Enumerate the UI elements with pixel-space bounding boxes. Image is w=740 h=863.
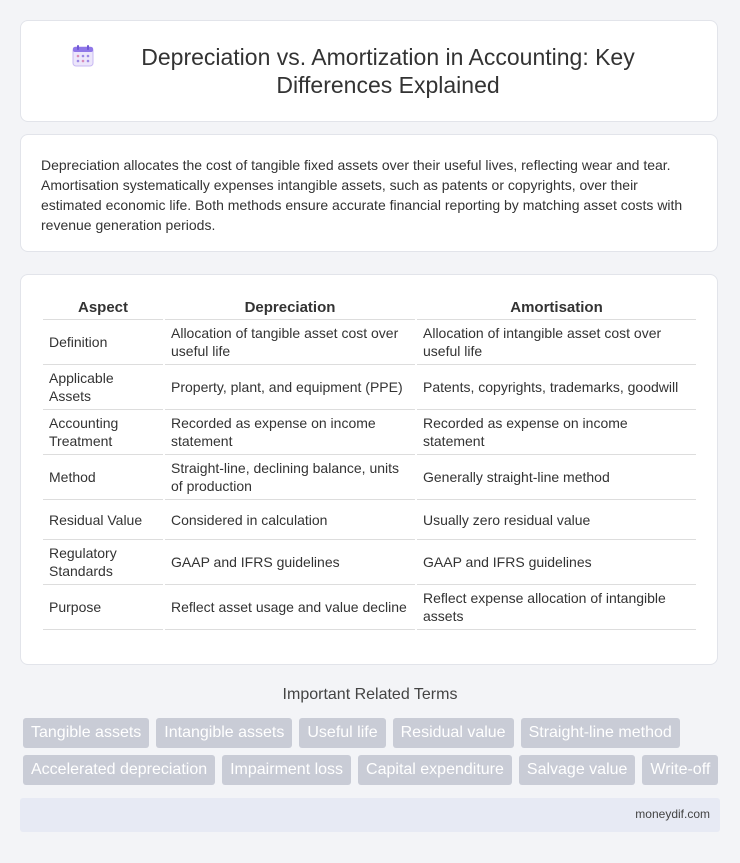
cell-amortisation: GAAP and IFRS guidelines [417, 540, 696, 585]
tag-straight-line-method[interactable]: Straight-line method [521, 718, 680, 748]
header-amortisation: Amortisation [417, 295, 696, 320]
cell-aspect: Accounting Treatment [43, 410, 163, 455]
cell-depreciation: GAAP and IFRS guidelines [165, 540, 415, 585]
tag-salvage-value[interactable]: Salvage value [519, 755, 636, 785]
table-row [43, 585, 696, 630]
cell-depreciation: Allocation of tangible asset cost over useful life [165, 320, 415, 365]
cell-aspect: Regulatory Standards [43, 540, 163, 585]
cell-depreciation: Property, plant, and equipment (PPE) [165, 365, 415, 410]
tag-impairment-loss[interactable]: Impairment loss [222, 755, 351, 785]
page-title: Depreciation vs. Amortization in Accounting: Key Differences Explained [141, 44, 635, 98]
intro-card [20, 134, 718, 252]
title-wrap [69, 43, 669, 99]
tag-capital-expenditure[interactable]: Capital expenditure [358, 755, 512, 785]
intro-paragraph: Depreciation allocates the cost of tangible fixed assets over their useful lives, reflecting wear and tear. Amortisation systematically expenses intangible assets, such as patents or copyrights, over their estimated economic life. Both methods ensure accurate financial reporting by matching asset costs with revenue generation periods. [41, 157, 683, 233]
table-row [43, 540, 696, 585]
cell-aspect: Purpose [43, 585, 163, 630]
cell-amortisation: Patents, copyrights, trademarks, goodwill [417, 365, 696, 410]
cell-depreciation: Recorded as expense on income statement [165, 410, 415, 455]
cell-depreciation: Reflect asset usage and value decline [165, 585, 415, 630]
cell-amortisation: Generally straight-line method [417, 455, 696, 500]
tag-row [23, 755, 723, 785]
cell-depreciation: Straight-line, declining balance, units of production [165, 455, 415, 500]
footer-site[interactable]: moneydif.com [635, 807, 710, 821]
table-row [43, 365, 696, 410]
table-row [43, 500, 696, 540]
footer [20, 798, 720, 832]
table-row [43, 410, 696, 455]
cell-aspect: Definition [43, 320, 163, 365]
cell-amortisation: Reflect expense allocation of intangible assets [417, 585, 696, 630]
cell-amortisation: Recorded as expense on income statement [417, 410, 696, 455]
tag-residual-value[interactable]: Residual value [393, 718, 514, 748]
cell-amortisation: Usually zero residual value [417, 500, 696, 540]
cell-aspect: Residual Value [43, 500, 163, 540]
cell-aspect: Method [43, 455, 163, 500]
table-row [43, 320, 696, 365]
cell-depreciation: Considered in calculation [165, 500, 415, 540]
header-depreciation: Depreciation [165, 295, 415, 320]
cell-aspect: Applicable Assets [43, 365, 163, 410]
table-header-row [43, 295, 696, 320]
tag-tangible-assets[interactable]: Tangible assets [23, 718, 149, 748]
comparison-table [41, 295, 698, 630]
related-terms-title: Important Related Terms [282, 686, 458, 703]
calendar-icon [70, 43, 96, 69]
related-terms-tags [23, 718, 723, 792]
cell-amortisation: Allocation of intangible asset cost over useful life [417, 320, 696, 365]
table-row [43, 455, 696, 500]
comparison-card [20, 274, 718, 665]
title-card [20, 20, 718, 122]
tag-row [23, 718, 723, 748]
tag-useful-life[interactable]: Useful life [299, 718, 385, 748]
tag-intangible-assets[interactable]: Intangible assets [156, 718, 292, 748]
tag-write-off[interactable]: Write-off [642, 755, 718, 785]
header-aspect: Aspect [43, 295, 163, 320]
tag-accelerated-depreciation[interactable]: Accelerated depreciation [23, 755, 215, 785]
